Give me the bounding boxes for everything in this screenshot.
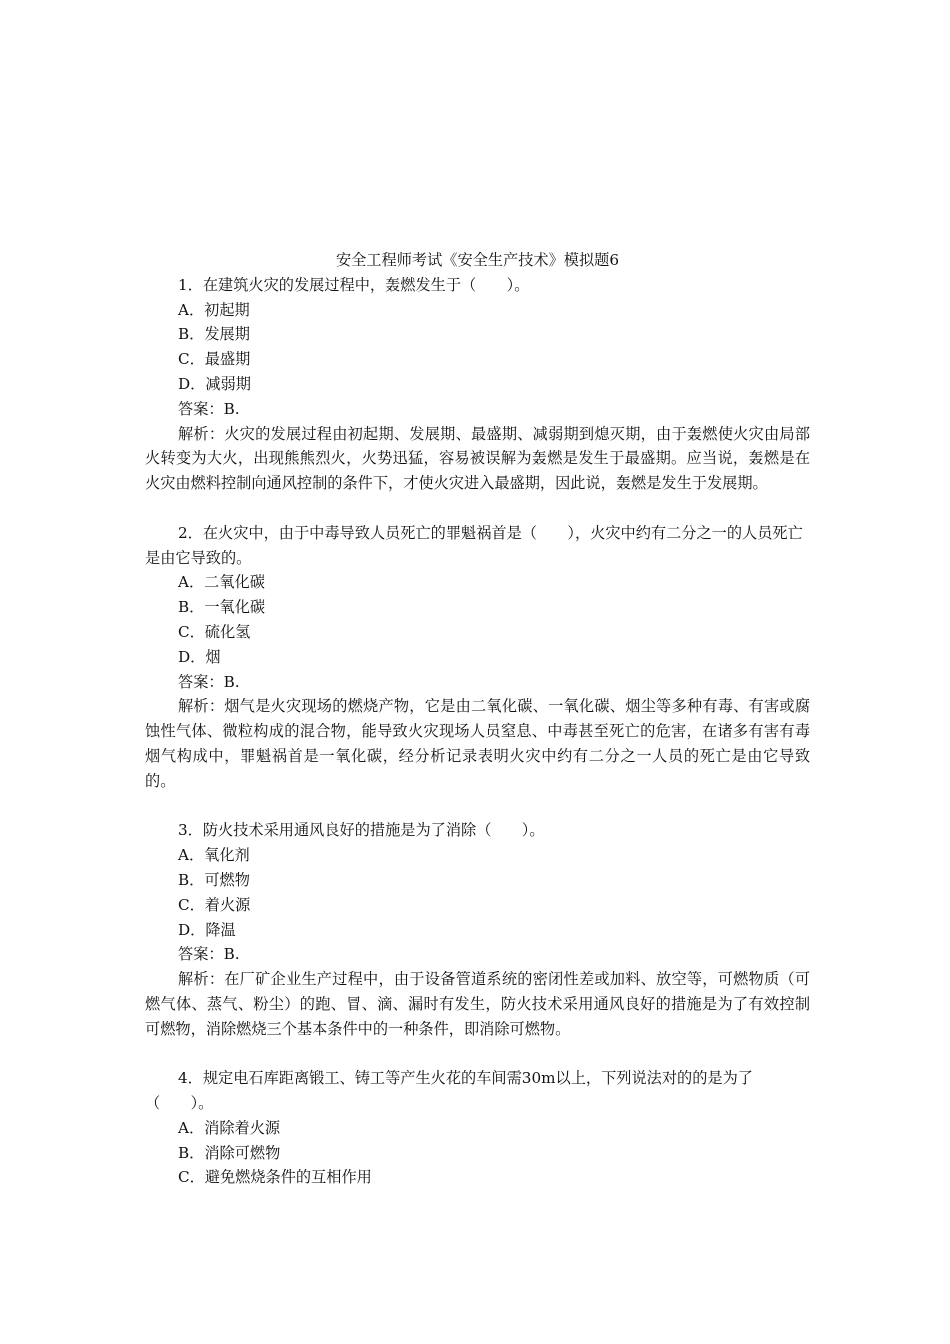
- question-2: [145, 521, 810, 794]
- option-d: D．降温: [178, 920, 236, 939]
- question-3: [145, 818, 810, 1041]
- option-d: D．烟: [178, 647, 221, 666]
- option-c: C．硫化氢: [178, 622, 251, 641]
- option-a: A．初起期: [178, 300, 250, 319]
- spacer: [145, 794, 810, 819]
- answer: 答案：B.: [178, 945, 240, 964]
- analysis: 解析：火灾的发展过程由初起期、发展期、最盛期、减弱期到熄灭期，由于轰燃使火灾由局部火转变为大火，出现熊熊烈火，火势迅猛，容易被误解为轰燃是发生于最盛期。应当说，轰燃是在火灾由燃料控制向通风控制的条件下，才使火灾进入最盛期，因此说，轰燃是发生于发展期。: [145, 424, 810, 493]
- option-a: A．氧化剂: [178, 846, 250, 865]
- option-c: C．避免燃烧条件的互相作用: [178, 1168, 372, 1187]
- option-c: C．最盛期: [178, 350, 251, 369]
- option-a: A．消除着火源: [178, 1118, 281, 1137]
- spacer: [145, 1042, 810, 1067]
- option-b: B．可燃物: [178, 870, 250, 889]
- analysis: 解析：在厂矿企业生产过程中，由于设备管道系统的密闭性差或加料、放空等，可燃物质（可燃气体、蒸气、粉尘）的跑、冒、滴、漏时有发生，防火技术采用通风良好的措施是为了有效控制可燃物，消除燃烧三个基本条件中的一种条件，即消除可燃物。: [145, 970, 810, 1038]
- question-stem: 4．规定电石库距离锻工、铸工等产生火花的车间需30m以上，下列说法对的的是为了（ ）。: [145, 1069, 753, 1113]
- option-d: D．减弱期: [178, 374, 251, 393]
- spacer: [145, 496, 810, 521]
- answer: 答案：B.: [178, 672, 240, 691]
- question-stem: 3．防火技术采用通风良好的措施是为了消除（ ）。: [178, 821, 545, 840]
- question-1: [145, 273, 810, 496]
- question-4: [145, 1066, 810, 1190]
- option-a: A．二氧化碳: [178, 573, 265, 592]
- option-b: B．一氧化碳: [178, 598, 266, 617]
- document-title: 安全工程师考试《安全生产技术》模拟题6: [335, 251, 620, 269]
- document-body: [145, 248, 810, 1190]
- option-b: B．发展期: [178, 325, 250, 344]
- question-stem: 2．在火灾中，由于中毒导致人员死亡的罪魁祸首是（ ），火灾中约有二分之一的人员死亡是由它导致的。: [145, 523, 803, 567]
- option-c: C．着火源: [178, 895, 251, 914]
- question-stem: 1．在建筑火灾的发展过程中，轰燃发生于（ ）。: [178, 275, 530, 294]
- analysis: 解析：烟气是火灾现场的燃烧产物，它是由二氧化碳、一氧化碳、烟尘等多种有毒、有害或腐蚀性气体、微粒构成的混合物，能导致火灾现场人员窒息、中毒甚至死亡的危害，在诸多有害有毒烟气构成中，罪魁祸首是一氧化碳，经分析记录表明火灾中约有二分之一人员的死亡是由它导致的。: [145, 697, 810, 790]
- answer: 答案：B.: [178, 399, 240, 418]
- option-b: B．消除可燃物: [178, 1143, 281, 1162]
